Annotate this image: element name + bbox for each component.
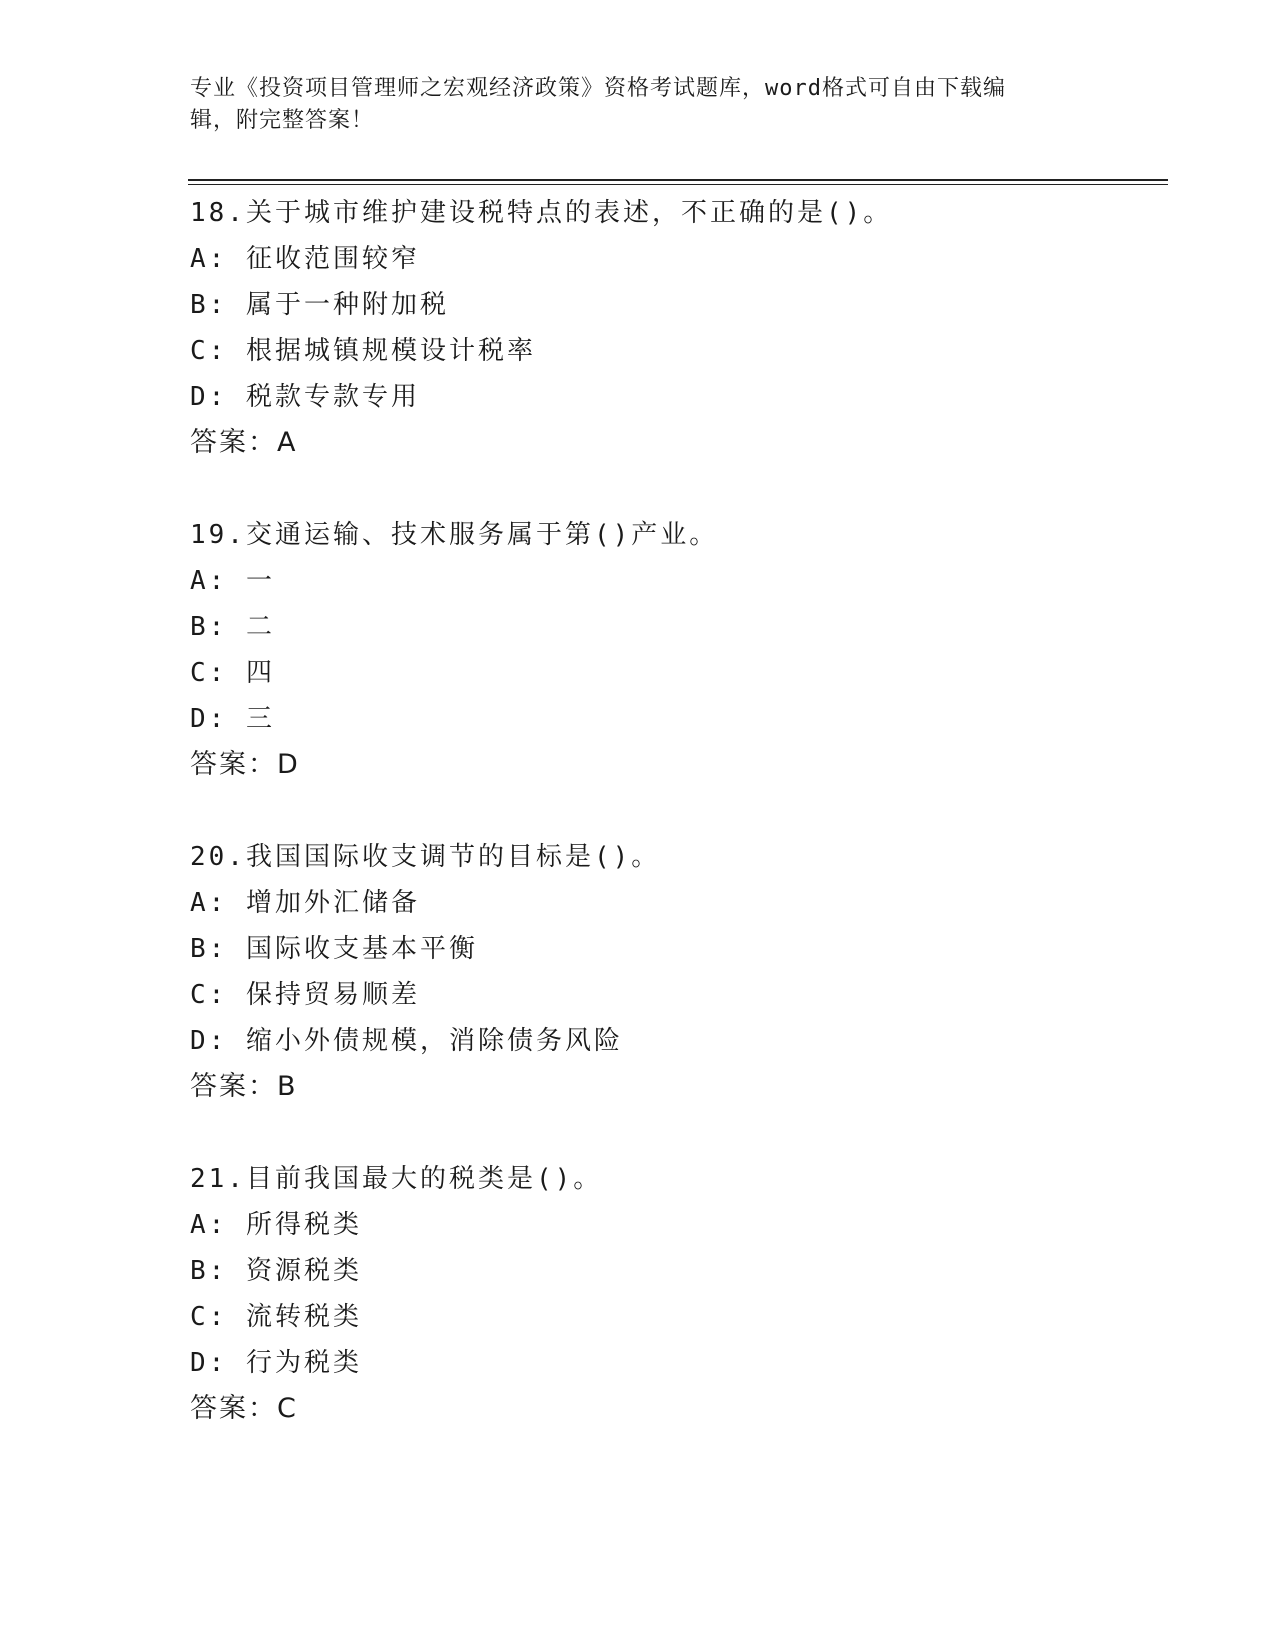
option-d: D: 缩小外债规模，消除债务风险 bbox=[190, 1026, 623, 1056]
question-stem: 18.关于城市维护建设税特点的表述，不正确的是()。 bbox=[190, 198, 893, 228]
option-c: C: 流转税类 bbox=[190, 1302, 362, 1332]
answer-label: 答案： bbox=[190, 427, 277, 458]
option-c: C: 四 bbox=[190, 658, 275, 688]
option-d: D: 税款专款专用 bbox=[190, 382, 420, 412]
question-stem: 21.目前我国最大的税类是()。 bbox=[190, 1164, 603, 1194]
answer-value: A bbox=[277, 427, 297, 458]
option-c: C: 根据城镇规模设计税率 bbox=[190, 336, 536, 366]
answer-line bbox=[190, 1064, 1190, 1110]
option-a: A: 一 bbox=[190, 566, 275, 596]
intro-line-1: 专业《投资项目管理师之宏观经济政策》资格考试题库，word格式可自由下载编 bbox=[190, 76, 1006, 101]
option-a: A: 征收范围较窄 bbox=[190, 244, 420, 274]
answer-line bbox=[190, 1386, 1190, 1432]
answer-label: 答案： bbox=[190, 1071, 277, 1102]
header-divider-bottom bbox=[188, 184, 1168, 185]
option-c: C: 保持贸易顺差 bbox=[190, 980, 420, 1010]
option-a: A: 增加外汇储备 bbox=[190, 888, 420, 918]
answer-value: B bbox=[277, 1071, 297, 1102]
answer-value: D bbox=[277, 749, 299, 780]
question-stem: 20.我国国际收支调节的目标是()。 bbox=[190, 842, 661, 872]
option-b: B: 资源税类 bbox=[190, 1256, 362, 1286]
answer-line bbox=[190, 742, 1190, 788]
answer-label: 答案： bbox=[190, 1393, 277, 1424]
option-b: B: 属于一种附加税 bbox=[190, 290, 449, 320]
answer-value: C bbox=[277, 1393, 297, 1424]
question-19 bbox=[190, 512, 1190, 788]
option-b: B: 国际收支基本平衡 bbox=[190, 934, 478, 964]
answer-label: 答案： bbox=[190, 749, 277, 780]
option-d: D: 三 bbox=[190, 704, 275, 734]
option-d: D: 行为税类 bbox=[190, 1348, 362, 1378]
option-a: A: 所得税类 bbox=[190, 1210, 362, 1240]
header-divider-top bbox=[188, 179, 1168, 181]
question-18 bbox=[190, 190, 1190, 466]
intro-line-2: 辑，附完整答案！ bbox=[190, 108, 375, 133]
question-21 bbox=[190, 1156, 1190, 1432]
question-stem: 19.交通运输、技术服务属于第()产业。 bbox=[190, 520, 719, 550]
question-20 bbox=[190, 834, 1190, 1110]
option-b: B: 二 bbox=[190, 612, 275, 642]
answer-line bbox=[190, 420, 1190, 466]
document-intro bbox=[190, 73, 1090, 137]
